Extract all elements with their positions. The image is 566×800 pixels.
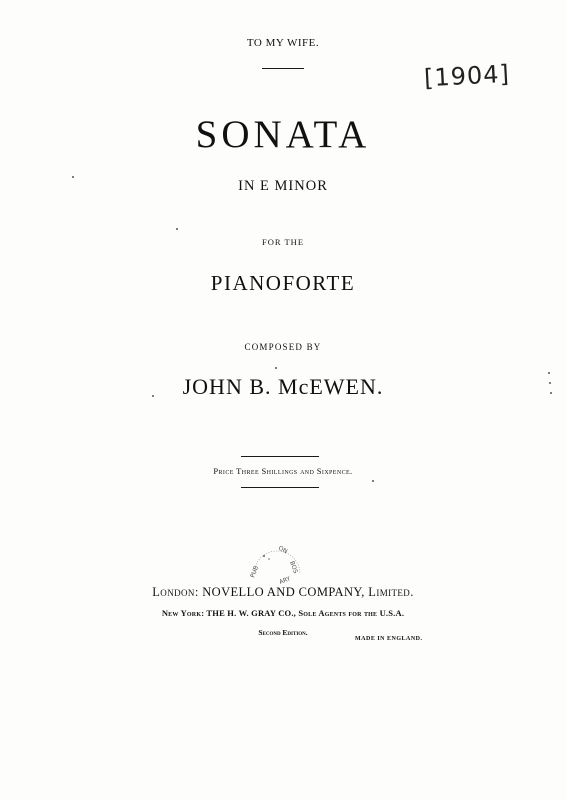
- agents-line: [0, 608, 566, 618]
- paper-speck: [548, 372, 550, 374]
- for-the-label: FOR THE: [261, 237, 305, 247]
- price-rule-top: [241, 456, 319, 457]
- paper-speck: [550, 392, 552, 394]
- paper-speck: [275, 367, 277, 369]
- publisher-name: NOVELLO AND COMPANY,: [202, 585, 369, 599]
- paper-speck: [549, 382, 551, 384]
- paper-speck: [176, 228, 178, 230]
- agents-name: : THE H. W. GRAY CO.,: [201, 608, 299, 618]
- publisher-city: London: [152, 585, 195, 599]
- publisher-separator: :: [194, 585, 203, 599]
- publisher-suffix: Limited.: [368, 585, 414, 599]
- paper-speck: [372, 480, 374, 482]
- divider-top: [262, 68, 304, 69]
- price-rule-bottom: [241, 487, 319, 488]
- instrument: PIANOFORTE: [210, 271, 356, 295]
- svg-text:PUB: PUB: [249, 564, 261, 579]
- handwritten-date-annotation: [1904]: [423, 59, 511, 93]
- svg-text:BOS: BOS: [288, 560, 299, 575]
- composed-by-label: COMPOSED BY: [244, 342, 322, 352]
- publisher-line: [0, 585, 566, 600]
- svg-text:ON: ON: [277, 544, 289, 556]
- work-key: IN E MINOR: [238, 178, 328, 194]
- agents-city: New York: [161, 608, 202, 618]
- work-title: SONATA: [195, 113, 371, 156]
- paper-speck: [72, 176, 74, 178]
- dedication: TO MY WIFE.: [246, 37, 320, 49]
- edition: Second Edition.: [258, 628, 308, 637]
- made-in-england: MADE IN ENGLAND.: [355, 636, 423, 642]
- paper-speck: [152, 395, 154, 397]
- svg-text:ARY: ARY: [278, 575, 292, 586]
- agents-role: Sole Agents for the U.S.A.: [298, 608, 405, 618]
- composer-name: JOHN B. McEWEN.: [182, 374, 384, 399]
- price: Price Three Shillings and Sixpence.: [213, 466, 353, 476]
